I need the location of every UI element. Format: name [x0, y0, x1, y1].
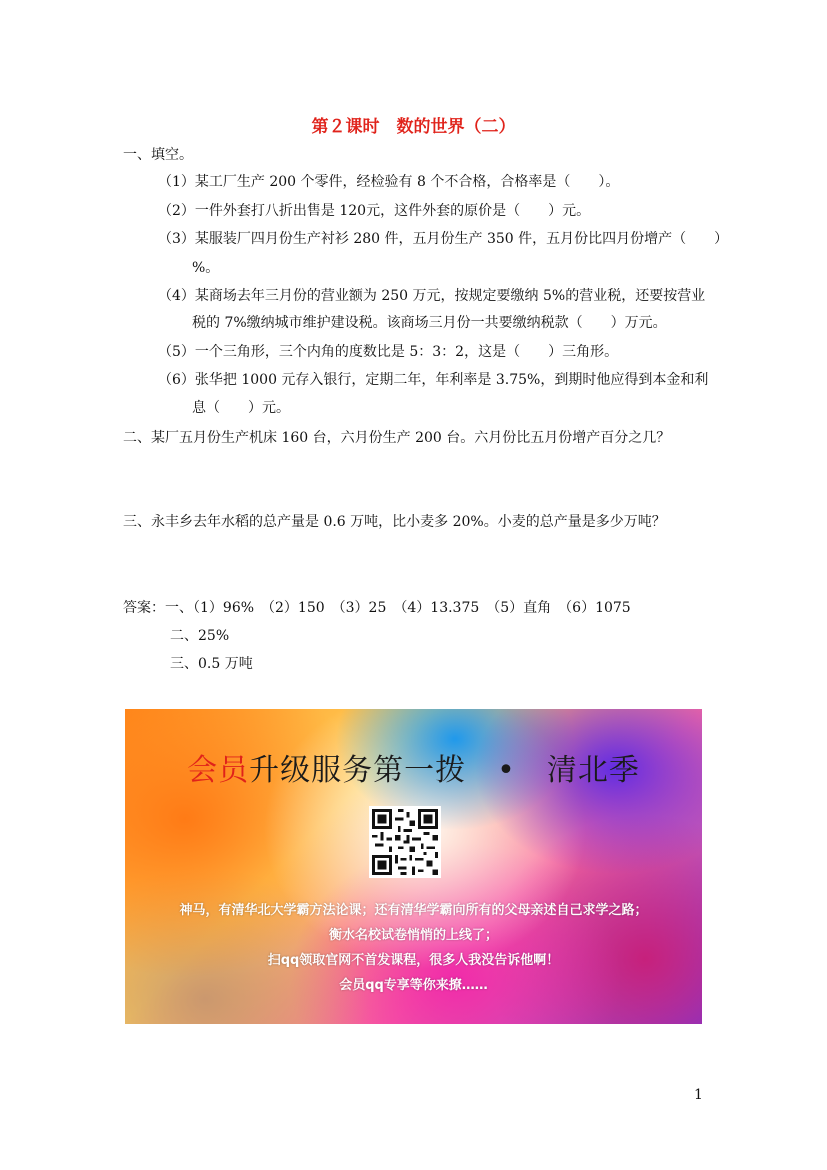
question-2: （2）一件外套打八折出售是 120元，这件外套的原价是（ ）元。 — [158, 203, 591, 219]
banner-line-2: 衡水名校试卷悄悄的上线了； — [328, 928, 498, 943]
answers-line3: 三、0.5 万吨 — [170, 656, 253, 672]
question-1: （1）某工厂生产 200 个零件，经检验有 8 个不合格，合格率是（ ）。 — [158, 174, 620, 190]
banner-title-highlight: 会员 — [187, 753, 250, 788]
question-6-line1: （6）张华把 1000 元存入银行，定期二年，年利率是 3.75%，到期时他应得到本金和利 — [158, 372, 709, 388]
question-3-line1: （3）某服装厂四月份生产衬衫 280 件，五月份生产 350 件，五月份比四月份增产（ ） — [158, 231, 729, 247]
answers-line2: 二、25% — [170, 628, 230, 644]
banner-line-1: 神马，有清华北大学霸方法论课；还有清华学霸向所有的父母亲述自己求学之路； — [179, 903, 648, 918]
question-6-line2: 息（ ）元。 — [192, 400, 290, 416]
section3-question: 三、永丰乡去年水稻的总产量是 0.6 万吨，比小麦多 20%。小麦的总产量是多少万吨？ — [123, 514, 666, 530]
qr-code-icon[interactable] — [369, 806, 441, 878]
question-4-line2: 税的 7%缴纳城市维护建设税。该商场三月份一共要缴纳税款（ ）万元。 — [192, 315, 667, 331]
banner-title — [125, 745, 702, 789]
promo-banner — [125, 709, 702, 1024]
banner-line-3: 扫qq领取官网不首发课程，很多人我没告诉他啊！ — [267, 953, 560, 968]
section1-heading: 一、填空。 — [123, 147, 193, 163]
answers-line1: 答案：一、（1）96% （2）150 （3）25 （4）13.375 （5）直角 （6）1075 — [123, 600, 631, 616]
banner-title-text: 升级服务第一拨 • 清北季 — [249, 753, 640, 788]
banner-line-4: 会员qq专享等你来撩…… — [339, 978, 488, 993]
section2-question: 二、某厂五月份生产机床 160 台，六月份生产 200 台。六月份比五月份增产百分之几？ — [123, 430, 671, 446]
page-number: 1 — [694, 1087, 703, 1103]
question-5: （5）一个三角形，三个内角的度数比是 5：3：2，这是（ ）三角形。 — [158, 344, 619, 360]
question-4-line1: （4）某商场去年三月份的营业额为 250 万元，按规定要缴纳 5%的营业税，还要按营业 — [158, 288, 706, 304]
page-title: 第２课时 数的世界（二） — [311, 117, 516, 137]
question-3-line2: %。 — [192, 260, 220, 276]
